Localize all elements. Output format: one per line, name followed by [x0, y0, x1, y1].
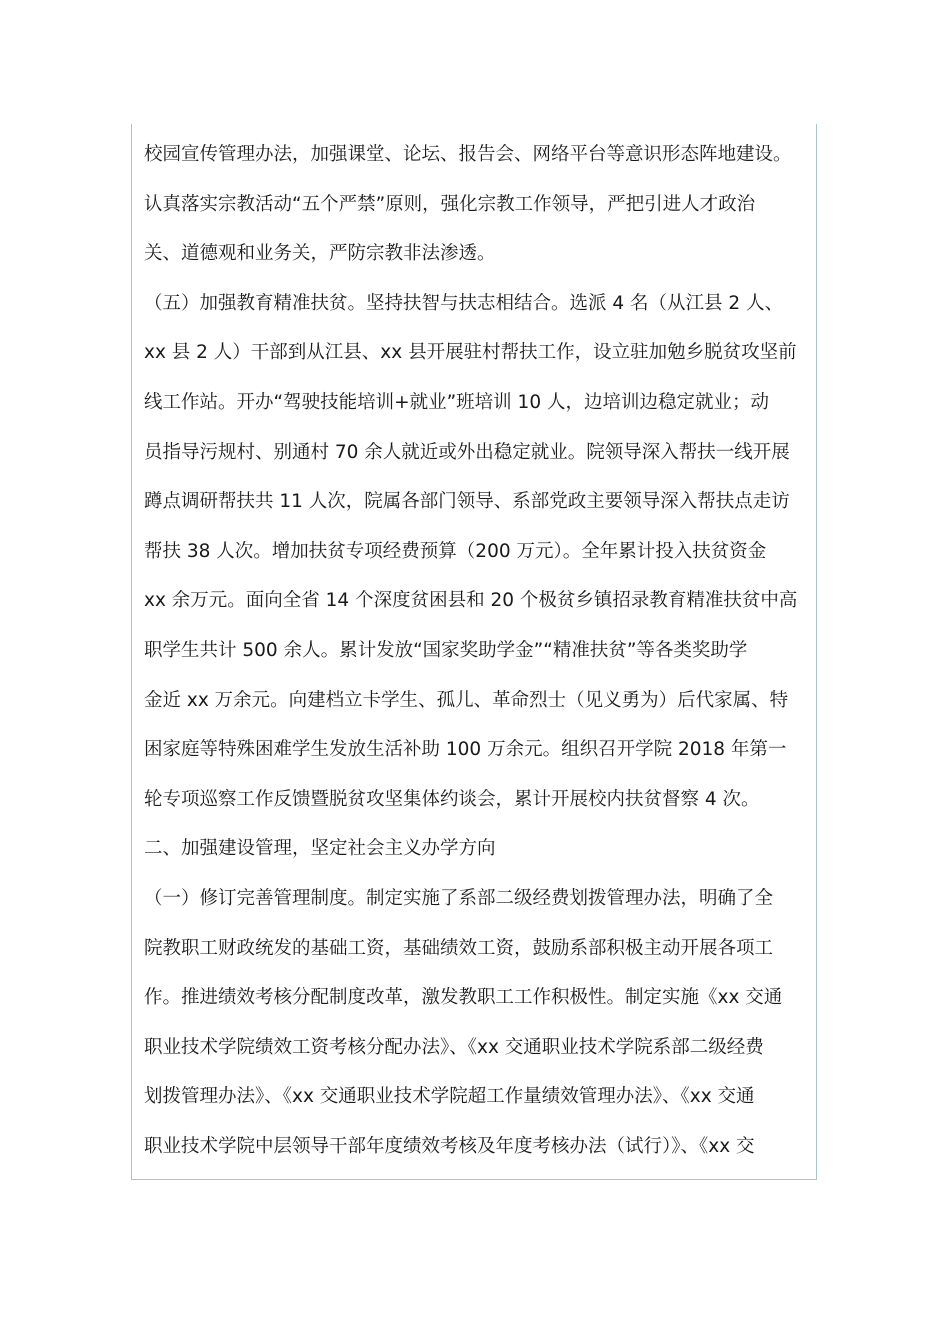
text-line: 线工作站。开办“驾驶技能培训+就业”班培训 10 人，边培训边稳定就业；动: [144, 391, 769, 413]
text-line: （五）加强教育精准扶贫。坚持扶智与扶志相结合。选派 4 名（从江县 2 人、: [144, 292, 784, 314]
text-line: xx 县 2 人）干部到从江县、xx 县开展驻村帮扶工作，设立驻加勉乡脱贫攻坚前: [144, 342, 797, 364]
text-line: 校园宣传管理办法，加强课堂、论坛、报告会、网络平台等意识形态阵地建设。: [144, 144, 792, 165]
section-heading: 二、加强建设管理，坚定社会主义办学方向: [144, 838, 496, 860]
text-line: 员指导污规村、别通村 70 余人就近或外出稳定就业。院领导深入帮扶一线开展: [144, 441, 790, 463]
text-line: 轮专项巡察工作反馈暨脱贫攻坚集体约谈会，累计开展校内扶贫督察 4 次。: [144, 788, 760, 810]
text-line: 蹲点调研帮扶共 11 人次，院属各部门领导、系部党政主要领导深入帮扶点走访: [144, 491, 790, 513]
text-line: 职业技术学院中层领导干部年度绩效考核及年度考核办法（试行）》、《xx 交: [144, 1135, 755, 1157]
text-line: 困家庭等特殊困难学生发放生活补助 100 万余元。组织召开学院 2018 年第一: [144, 739, 787, 761]
text-line: 院教职工财政统发的基础工资，基础绩效工资，鼓励系部积极主动开展各项工: [144, 937, 774, 959]
text-line: 认真落实宗教活动“五个严禁”原则，强化宗教工作领导，严把引进人才政治: [144, 193, 756, 215]
text-line: 关、道德观和业务关，严防宗教非法渗透。: [144, 243, 496, 265]
text-line: 职学生共计 500 余人。累计发放“国家奖助学金”“精准扶贫”等各类奖助学: [144, 639, 748, 661]
text-line: 帮扶 38 人次。增加扶贫专项经费预算（200 万元）。全年累计投入扶贫资金: [144, 540, 767, 562]
text-line: 划拨管理办法》、《xx 交通职业技术学院超工作量绩效管理办法》、《xx 交通: [144, 1086, 755, 1108]
document-body: [144, 130, 808, 1171]
text-line: （一）修订完善管理制度。制定实施了系部二级经费划拨管理办法，明确了全: [144, 887, 774, 909]
text-line: 金近 xx 万余元。向建档立卡学生、孤儿、革命烈士（见义勇为）后代家属、特: [144, 689, 789, 711]
text-line: xx 余万元。面向全省 14 个深度贫困县和 20 个极贫乡镇招录教育精准扶贫中高: [144, 590, 798, 612]
text-line: 作。推进绩效考核分配制度改革，激发教职工工作积极性。制定实施《xx 交通: [144, 987, 783, 1009]
text-line: 职业技术学院绩效工资考核分配办法》、《xx 交通职业技术学院系部二级经费: [144, 1036, 764, 1058]
